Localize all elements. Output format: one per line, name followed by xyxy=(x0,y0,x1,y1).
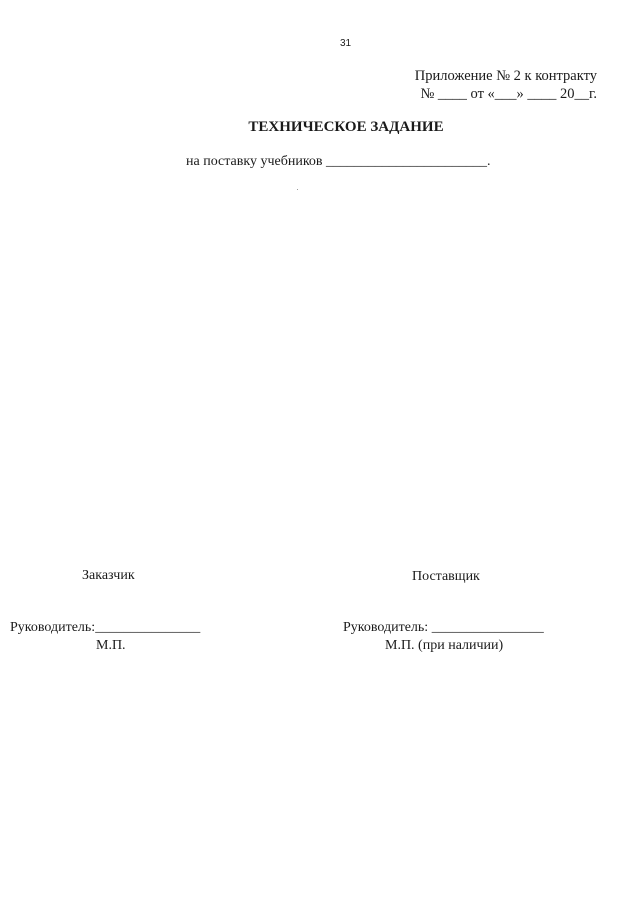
supplier-head-signature-line: Руководитель: ________________ xyxy=(343,620,544,635)
page-number: 31 xyxy=(340,38,352,49)
supplier-label: Поставщик xyxy=(412,569,480,584)
contract-reference: № ____ от «___» ____ 20__г. xyxy=(420,86,597,102)
document-subtitle: на поставку учебников _______________________. xyxy=(186,154,491,169)
appendix-reference: Приложение № 2 к контракту xyxy=(414,68,597,84)
supplier-stamp-label: М.П. (при наличии) xyxy=(385,638,504,653)
document-title: ТЕХНИЧЕСКОЕ ЗАДАНИЕ xyxy=(248,119,444,135)
customer-head-signature-line: Руководитель:_______________ xyxy=(10,620,201,635)
customer-stamp-label: М.П. xyxy=(96,638,126,653)
customer-label: Заказчик xyxy=(82,568,135,583)
scan-speck xyxy=(297,189,298,190)
